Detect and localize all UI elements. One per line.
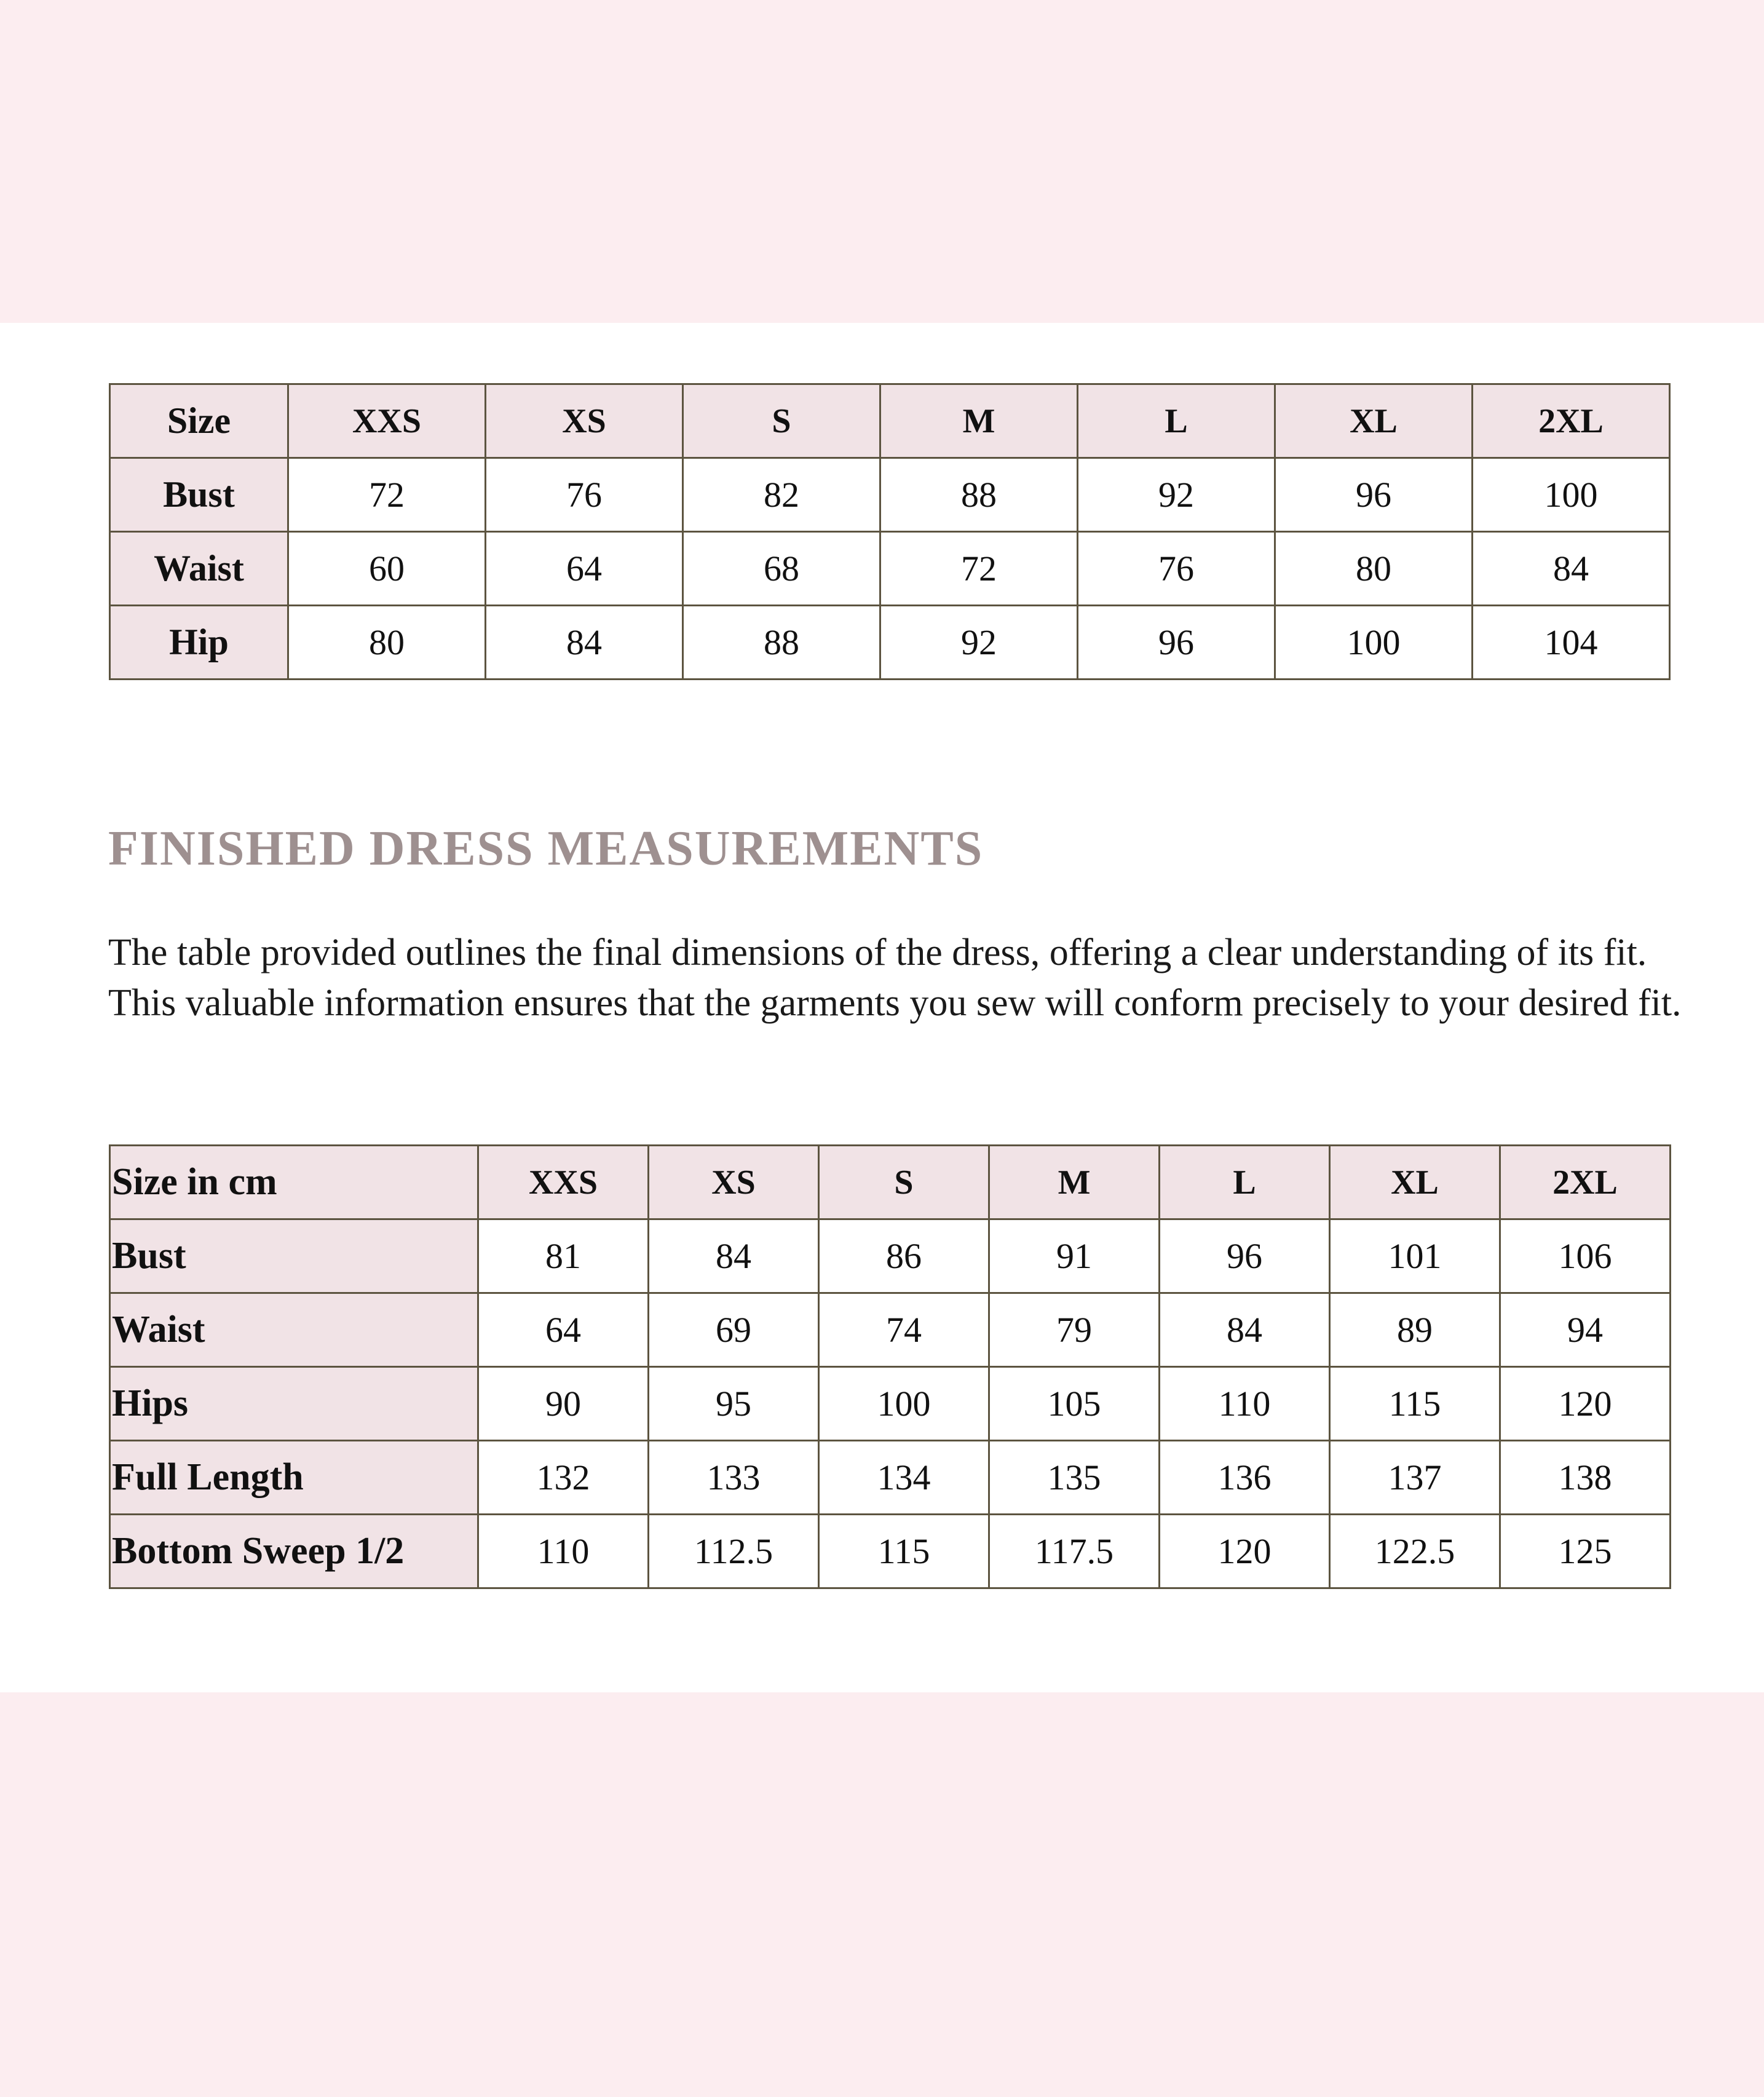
size-header-row bbox=[110, 1146, 1671, 1219]
table-cell: 64 bbox=[478, 1293, 649, 1367]
table-cell: 112.5 bbox=[649, 1515, 819, 1588]
table-cell: 80 bbox=[1275, 532, 1473, 606]
table-cell: 84 bbox=[1473, 532, 1670, 606]
table-cell: 89 bbox=[1330, 1293, 1500, 1367]
row-label: Hips bbox=[110, 1367, 478, 1441]
table-row bbox=[110, 1219, 1671, 1293]
row-label: Waist bbox=[110, 1293, 478, 1367]
table-cell: 91 bbox=[989, 1219, 1160, 1293]
table-row bbox=[110, 1515, 1671, 1588]
size-header-cell: 2XL bbox=[1473, 384, 1670, 458]
table-cell: 74 bbox=[819, 1293, 989, 1367]
table-cell: 80 bbox=[288, 606, 486, 680]
table-cell: 64 bbox=[486, 532, 683, 606]
table-cell: 120 bbox=[1160, 1515, 1330, 1588]
row-label: Waist bbox=[110, 532, 288, 606]
table-cell: 115 bbox=[819, 1515, 989, 1588]
size-header-cell: XL bbox=[1275, 384, 1473, 458]
table-cell: 137 bbox=[1330, 1441, 1500, 1515]
table-cell: 104 bbox=[1473, 606, 1670, 680]
table-cell: 120 bbox=[1500, 1367, 1671, 1441]
table-cell: 94 bbox=[1500, 1293, 1671, 1367]
size-header-cell: M bbox=[880, 384, 1078, 458]
table-cell: 100 bbox=[1473, 458, 1670, 532]
top-pink-band bbox=[0, 0, 1764, 323]
table-cell: 138 bbox=[1500, 1441, 1671, 1515]
table-cell: 101 bbox=[1330, 1219, 1500, 1293]
table-cell: 72 bbox=[288, 458, 486, 532]
table-cell: 136 bbox=[1160, 1441, 1330, 1515]
table-cell: 76 bbox=[1078, 532, 1275, 606]
table-cell: 82 bbox=[683, 458, 880, 532]
table-cell: 106 bbox=[1500, 1219, 1671, 1293]
row-label: Bottom Sweep 1/2 bbox=[110, 1515, 478, 1588]
table-cell: 96 bbox=[1078, 606, 1275, 680]
table-cell: 79 bbox=[989, 1293, 1160, 1367]
size-header-label: Size bbox=[110, 384, 288, 458]
size-header-cell: L bbox=[1078, 384, 1275, 458]
size-header-cell: XXS bbox=[288, 384, 486, 458]
table-cell: 88 bbox=[683, 606, 880, 680]
body-size-table bbox=[109, 383, 1671, 680]
table-cell: 92 bbox=[880, 606, 1078, 680]
size-header-cell: XS bbox=[486, 384, 683, 458]
bottom-pink-band bbox=[0, 1692, 1764, 2097]
table-cell: 105 bbox=[989, 1367, 1160, 1441]
table-cell: 110 bbox=[1160, 1367, 1330, 1441]
table-cell: 76 bbox=[486, 458, 683, 532]
size-header-cell: L bbox=[1160, 1146, 1330, 1219]
table-cell: 92 bbox=[1078, 458, 1275, 532]
finished-measurements-table bbox=[109, 1144, 1671, 1589]
size-header-cell: XS bbox=[649, 1146, 819, 1219]
row-label: Bust bbox=[110, 458, 288, 532]
table-cell: 100 bbox=[819, 1367, 989, 1441]
table-cell: 122.5 bbox=[1330, 1515, 1500, 1588]
table-cell: 69 bbox=[649, 1293, 819, 1367]
table-cell: 133 bbox=[649, 1441, 819, 1515]
table-cell: 96 bbox=[1275, 458, 1473, 532]
size-header-row bbox=[110, 384, 1670, 458]
table-cell: 84 bbox=[1160, 1293, 1330, 1367]
table-cell: 95 bbox=[649, 1367, 819, 1441]
table-cell: 86 bbox=[819, 1219, 989, 1293]
table-row bbox=[110, 1441, 1671, 1515]
row-label: Hip bbox=[110, 606, 288, 680]
row-label: Bust bbox=[110, 1219, 478, 1293]
size-header-cell: S bbox=[819, 1146, 989, 1219]
table-cell: 84 bbox=[649, 1219, 819, 1293]
table-cell: 72 bbox=[880, 532, 1078, 606]
row-label: Full Length bbox=[110, 1441, 478, 1515]
table-row bbox=[110, 458, 1670, 532]
table-cell: 88 bbox=[880, 458, 1078, 532]
size-header-label: Size in cm bbox=[110, 1146, 478, 1219]
table-cell: 96 bbox=[1160, 1219, 1330, 1293]
table-cell: 125 bbox=[1500, 1515, 1671, 1588]
size-header-cell: S bbox=[683, 384, 880, 458]
table-cell: 134 bbox=[819, 1441, 989, 1515]
table-row bbox=[110, 1293, 1671, 1367]
table-cell: 68 bbox=[683, 532, 880, 606]
table-cell: 135 bbox=[989, 1441, 1160, 1515]
table-cell: 60 bbox=[288, 532, 486, 606]
table-cell: 110 bbox=[478, 1515, 649, 1588]
table-cell: 117.5 bbox=[989, 1515, 1160, 1588]
table-row bbox=[110, 1367, 1671, 1441]
table-row bbox=[110, 532, 1670, 606]
size-header-cell: M bbox=[989, 1146, 1160, 1219]
table-cell: 100 bbox=[1275, 606, 1473, 680]
table-cell: 115 bbox=[1330, 1367, 1500, 1441]
size-header-cell: XL bbox=[1330, 1146, 1500, 1219]
size-header-cell: 2XL bbox=[1500, 1146, 1671, 1219]
table-cell: 90 bbox=[478, 1367, 649, 1441]
table-cell: 84 bbox=[486, 606, 683, 680]
size-header-cell: XXS bbox=[478, 1146, 649, 1219]
table-cell: 132 bbox=[478, 1441, 649, 1515]
section-description: The table provided outlines the final dimensions of the dress, offering a clear understanding of its fit. This valuable information ensures that the garments you sew will conform precisely to your desired fit. bbox=[108, 932, 1682, 1024]
section-title: FINISHED DRESS MEASUREMENTS bbox=[108, 822, 984, 876]
table-row bbox=[110, 606, 1670, 680]
table-cell: 81 bbox=[478, 1219, 649, 1293]
